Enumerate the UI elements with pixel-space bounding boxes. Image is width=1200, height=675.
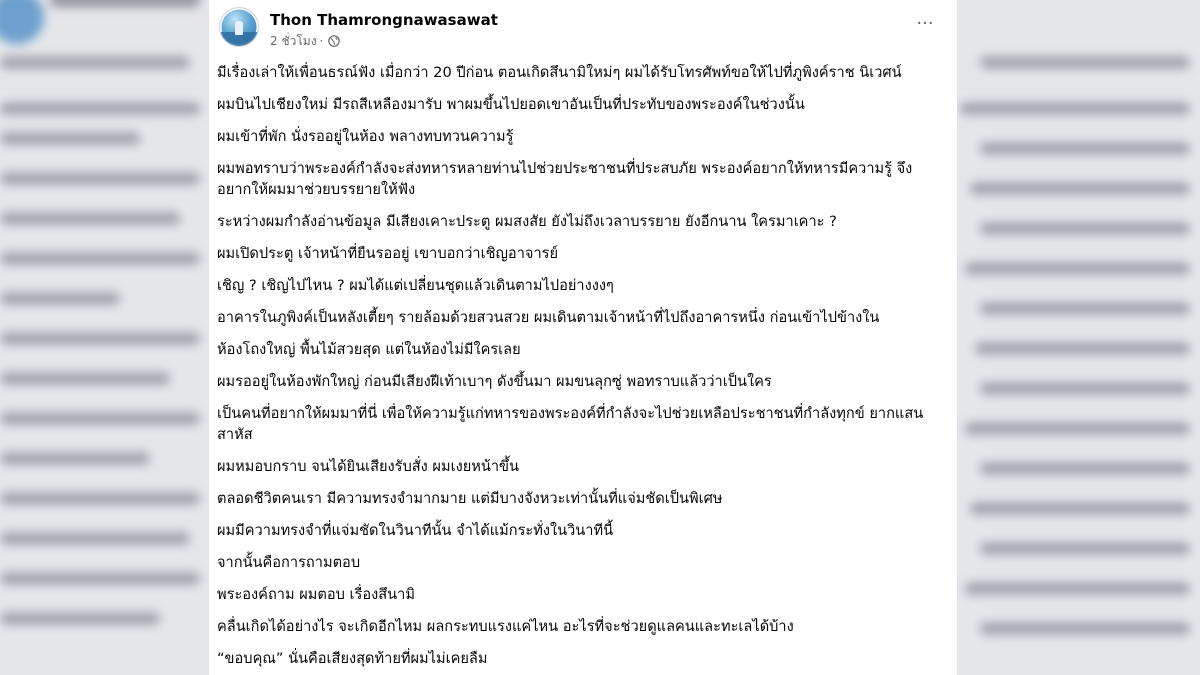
globe-icon[interactable] <box>328 35 340 47</box>
post-paragraph: อาคารในภูพิงค์เป็นหลังเตี้ยๆ รายล้อมด้วยสวนสวย ผมเดินตามเจ้าหน้าที่ไปถึงอาคารหนึ่ง ก่อนเข้าไปข้างใน <box>217 309 880 326</box>
author-avatar[interactable] <box>220 8 258 46</box>
post-timestamp[interactable]: 2 ชั่วโมง <box>270 34 317 48</box>
meta-separator: · <box>319 34 324 48</box>
post-paragraph: คลื่นเกิดได้อย่างไร จะเกิดอีกไหม ผลกระทบแรงแค่ไหน อะไรที่จะช่วยดูแลคนและทะเลได้บ้าง <box>217 618 794 635</box>
post-paragraph: ผมพอทราบว่าพระองค์กำลังจะส่งทหารหลายท่านไปช่วยประชาชนที่ประสบภัย พระองค์อยากให้ทหารมีความรู้ จึงอยากให้ผมมาช่วยบรรยายให้ฟัง <box>217 160 913 198</box>
post-paragraph: เป็นคนที่อยากให้ผมมาที่นี่ เพื่อให้ความรู้แก่ทหารของพระองค์ที่กำลังจะไปช่วยเหลือประชาชนที่กำลังทุกข์ ยากแสนสาหัส <box>217 405 924 443</box>
post-paragraph: ผมมีความทรงจำที่แจ่มชัดในวินาทีนั้น จำได้แม้กระทั่งในวินาทีนี้ <box>217 522 614 539</box>
post-paragraph: ผมเปิดประตู เจ้าหน้าที่ยืนรออยู่ เขาบอกว่าเชิญอาจารย์ <box>217 245 559 262</box>
more-options-icon[interactable]: ··· <box>916 13 934 34</box>
post-body <box>217 62 937 675</box>
post-paragraph: ระหว่างผมกำลังอ่านข้อมูล มีเสียงเคาะประตู ผมสงสัย ยังไม่ถึงเวลาบรรยาย ยังอีกนาน ใครมาเคาะ ? <box>217 213 837 230</box>
post-paragraph: เชิญ ? เชิญไปไหน ? ผมได้แต่เปลี่ยนชุดแล้วเดินตามไปอย่างงงๆ <box>217 277 614 294</box>
post-paragraph: มีเรื่องเล่าให้เพื่อนธรณ์ฟัง เมื่อกว่า 20 ปีก่อน ตอนเกิดสึนามิใหม่ๆ ผมได้รับโทรศัพท์ขอให้ไปที่ภูพิงค์ราช นิเวศน์ <box>217 64 902 81</box>
post-paragraph: ห้องโถงใหญ่ พื้นไม้สวยสุด แต่ในห้องไม่มีใครเลย <box>217 341 521 358</box>
post-paragraph: ผมเข้าที่พัก นั่งรออยู่ในห้อง พลางทบทวนความรู้ <box>217 128 514 145</box>
post-paragraph: “ขอบคุณ” นั่นคือเสียงสุดท้ายที่ผมไม่เคยลืม <box>217 650 488 667</box>
post-paragraph: จากนั้นคือการถามตอบ <box>217 554 361 571</box>
post-paragraph: ตลอดชีวิตคนเรา มีความทรงจำมากมาย แต่มีบางจังหวะเท่านั้นที่แจ่มชัดเป็นพิเศษ <box>217 490 723 507</box>
post-card <box>209 0 957 675</box>
post-meta <box>270 33 340 49</box>
post-paragraph: พระองค์ถาม ผมตอบ เรื่องสึนามิ <box>217 586 415 603</box>
post-paragraph: ผมรออยู่ในห้องพักใหญ่ ก่อนมีเสียงฝีเท้าเบาๆ ดังขึ้นมา ผมขนลุกซู่ พอทราบแล้วว่าเป็นใคร <box>217 373 772 390</box>
author-name[interactable]: Thon Thamrongnawasawat <box>270 11 498 29</box>
post-paragraph: ผมหมอบกราบ จนได้ยินเสียงรับสั่ง ผมเงยหน้าขึ้น <box>217 458 520 475</box>
post-paragraph: ผมบินไปเชียงใหม่ มีรถสีเหลืองมารับ พาผมขึ้นไปยอดเขาอันเป็นที่ประทับของพระองค์ในช่วงนั้น <box>217 96 805 113</box>
